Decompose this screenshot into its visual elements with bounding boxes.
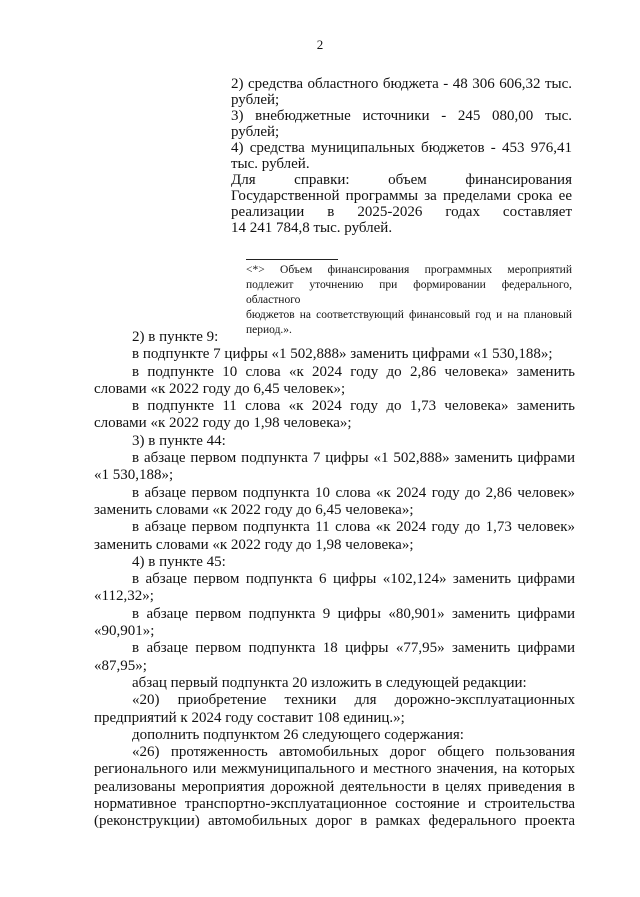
- footnote-line: подлежит уточнению при формировании федерального, областного: [246, 279, 572, 306]
- funding-line: 3) внебюджетные источники - 245 080,00 тыс.: [231, 108, 572, 124]
- body-line: «87,95»;: [94, 657, 147, 674]
- body-line: 3) в пункте 44:: [132, 432, 226, 449]
- body-line: 4) в пункте 45:: [132, 553, 226, 570]
- footnote-line: бюджетов на соответствующий финансовый год и на плановый: [246, 309, 572, 321]
- body-line: 2) в пункте 9:: [132, 329, 219, 345]
- body-line: (реконструкции) автомобильных дорог в рамках федерального проекта: [94, 813, 575, 830]
- body-line: «1 530,188»;: [94, 467, 174, 484]
- amendments-body: [94, 329, 575, 831]
- funding-line: 2) средства областного бюджета - 48 306 606,32 тыс.: [231, 76, 572, 92]
- funding-line: реализации в 2025-2026 годах составляет: [231, 204, 572, 220]
- body-line: заменить словами «к 2022 году до 6,45 человека»;: [94, 501, 414, 518]
- body-line: «112,32»;: [94, 588, 154, 605]
- footnote-line: <*> Объем финансирования программных мероприятий: [246, 264, 572, 276]
- funding-line: тыс. рублей.: [231, 156, 310, 172]
- body-line: в абзаце первом подпункта 7 цифры «1 502,888» заменить цифрами: [132, 450, 575, 467]
- body-line: «20) приобретение техники для дорожно-эксплуатационных: [132, 692, 575, 709]
- body-line: в подпункте 7 цифры «1 502,888» заменить цифрами «1 530,188»;: [132, 346, 553, 363]
- body-line: реализованы мероприятия дорожной деятельности в целях приведения в: [94, 778, 575, 795]
- funding-line: рублей;: [231, 92, 280, 108]
- funding-line: рублей;: [231, 124, 280, 140]
- body-line: в подпункте 11 слова «к 2024 году до 1,73 человека» заменить: [132, 398, 575, 415]
- body-line: заменить словами «к 2022 году до 1,98 человека»;: [94, 536, 414, 553]
- body-line: словами «к 2022 году до 1,98 человека»;: [94, 415, 352, 432]
- body-line: в подпункте 10 слова «к 2024 году до 2,86 человека» заменить: [132, 363, 575, 380]
- body-line: нормативное транспортно-эксплуатационное состояние и строительства: [94, 796, 575, 813]
- funding-line: Для справки: объем финансирования: [231, 172, 572, 188]
- footnote-separator: [246, 259, 338, 260]
- body-line: в абзаце первом подпункта 9 цифры «80,901» заменить цифрами: [132, 605, 575, 622]
- footnote-line: период.».: [246, 324, 292, 336]
- funding-line: Государственной программы за пределами срока ее: [231, 188, 572, 204]
- body-line: дополнить подпунктом 26 следующего содержания:: [132, 726, 464, 743]
- body-line: в абзаце первом подпункта 11 слова «к 2024 году до 1,73 человек»: [132, 519, 575, 536]
- body-line: в абзаце первом подпункта 10 слова «к 2024 году до 2,86 человек»: [132, 484, 575, 501]
- funding-line: 14 241 784,8 тыс. рублей.: [231, 220, 393, 236]
- page-number: 2: [316, 37, 324, 52]
- footnote: [246, 263, 572, 338]
- body-line: абзац первый подпункта 20 изложить в следующей редакции:: [132, 674, 527, 691]
- body-line: в абзаце первом подпункта 6 цифры «102,124» заменить цифрами: [132, 571, 575, 588]
- body-line: «26) протяженность автомобильных дорог общего пользования: [132, 744, 575, 761]
- body-line: регионального или межмуниципального и местного значения, на которых: [94, 761, 575, 778]
- funding-block: [231, 76, 572, 236]
- body-line: в абзаце первом подпункта 18 цифры «77,95» заменить цифрами: [132, 640, 575, 657]
- body-line: словами «к 2022 году до 6,45 человек»;: [94, 380, 346, 397]
- body-line: «90,901»;: [94, 623, 155, 640]
- body-line: предприятий к 2024 году составит 108 единиц.»;: [94, 709, 405, 726]
- funding-line: 4) средства муниципальных бюджетов - 453 976,41: [231, 140, 572, 156]
